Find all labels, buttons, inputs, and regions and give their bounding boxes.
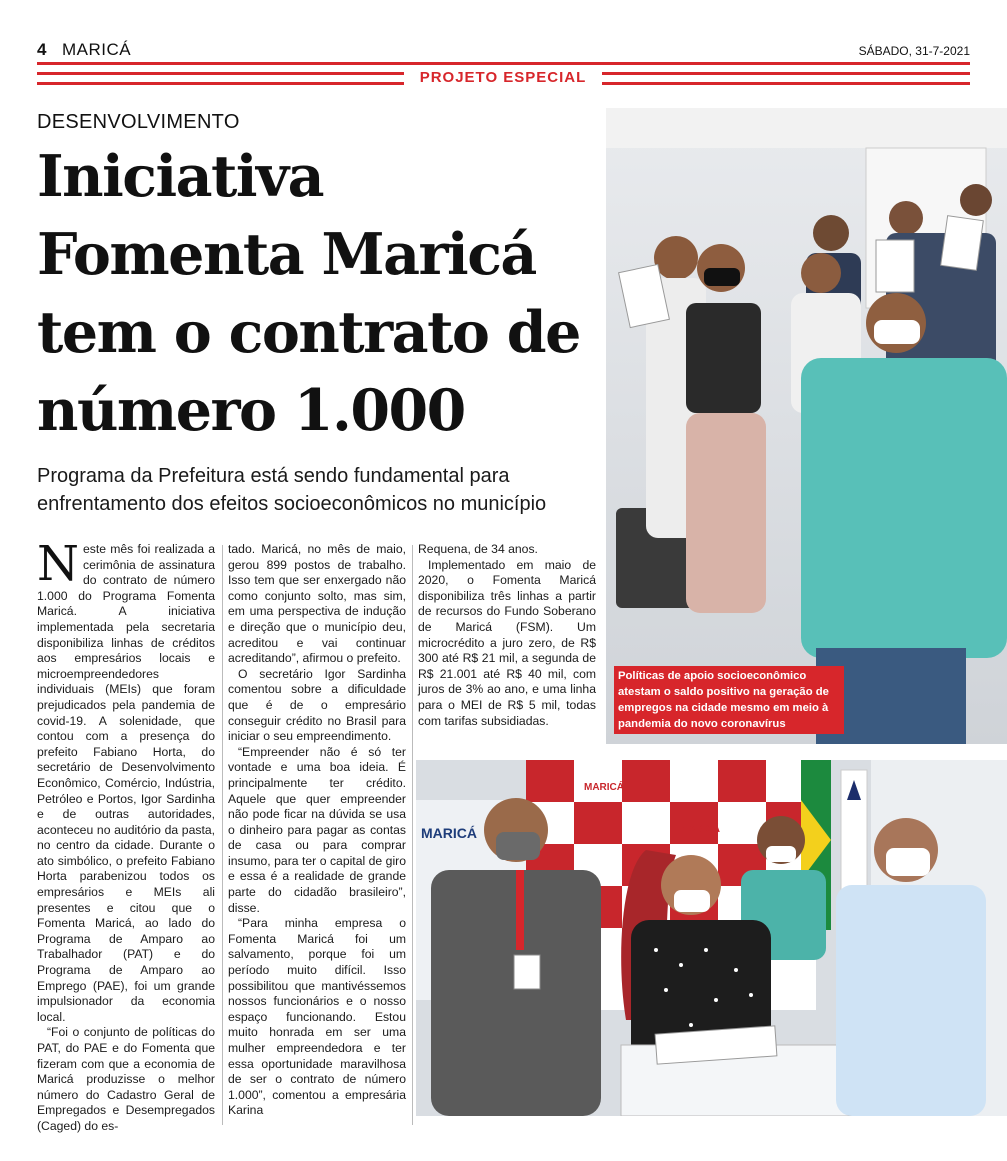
photo-group-contracts bbox=[606, 108, 1007, 744]
column-divider bbox=[222, 545, 223, 1125]
photo-contract-signing bbox=[416, 760, 1007, 1116]
issue-date: SÁBADO, 31-7-2021 bbox=[858, 44, 970, 58]
paragraph: O secretário Igor Sardinha comentou sobre a dificuldade que é de o empresário conseguir crédito no Brasil para iniciar o seu empreendimento. bbox=[228, 666, 406, 744]
paragraph: este mês foi realizada a cerimônia de assinatura do contrato de número 1.000 do Programa Fomenta Maricá. A iniciativa implementada pela secretaria disponibiliza linhas de créditos aos empresários locais e microempreendedores individuais (MEIs) que foram prejudicados pela pandemia de covid-19. A solenidade, que contou com a presença do prefeito Fabiano Horta, do secretário de Desenvolvimento Econômico, Comércio, Indústria, Petróleo e Portos, Igor Sardinha e de outras autoridades, aconteceu no auditório da pasta, no centro da cidade. Durante o ato simbólico, o prefeito Fabiano Horta parabenizou todos os empresários e MEIs ali presentes e citou que o Fomenta Maricá, ao lado do Programa de Amparo ao Trabalhador (PAT) e do Programa de Amparo ao Emprego (PAE), foi um grande impulsionador da economia local. bbox=[37, 542, 215, 1024]
body-column-2 bbox=[228, 542, 406, 1119]
paragraph: Requena, de 34 anos. bbox=[418, 542, 538, 556]
body-column-1 bbox=[37, 536, 215, 1135]
headline: Iniciativa Fomenta Maricá tem o contrato de número 1.000 bbox=[37, 143, 580, 444]
header-rule-top bbox=[37, 62, 970, 65]
paragraph: “Para minha empresa o Fomenta Maricá foi um salvamento, porque foi um período muito difícil. Isso possibilitou que mantivéssemos nossos funcionários e o nosso espaço funcionando. Estou muito honrada em ser uma mulher empreendedora e ter essa oportunidade maravilhosa de ser o contrato de número 1.000”, comentou a empresária Karina bbox=[228, 916, 406, 1118]
column-divider bbox=[412, 545, 413, 1125]
backdrop-label: MARICÁ bbox=[680, 824, 720, 835]
photo-caption: Políticas de apoio socioeconômico atestam o saldo positivo na geração de empregos na cidade mesmo em meio à pandemia do novo coronavírus bbox=[614, 666, 844, 734]
backdrop-label: MARICÁ bbox=[584, 782, 624, 793]
paragraph: tado. Maricá, no mês de maio, gerou 899 postos de trabalho. Isso tem que ser enxergado não como conjunto solto, mas sim, em uma perspectiva de indução e direção que o município deu, acreditou e vai continuar acreditando”, afirmou o prefeito. bbox=[228, 542, 406, 666]
paragraph: “Foi o conjunto de políticas do PAT, do PAE e do Fomenta que fizeram com que a economia de Maricá produzisse o melhor número do Cadastro Geral de Empregados e Desempregados (Caged) do es- bbox=[37, 1025, 215, 1133]
screen-label: MARICÁ bbox=[421, 825, 477, 841]
page-number: 4 bbox=[37, 40, 47, 59]
paragraph: “Empreender não é só ter vontade e uma boa ideia. É principalmente ter crédito. Aquele que quer empreender não pode ficar na dúvida se usa o dinheiro para pagar as contas de casa ou para comprar insumo, para ter o capital de giro e essa é a realidade de grande parte do cidadão brasileiro”, disse. bbox=[228, 744, 406, 915]
city-name: MARICÁ bbox=[62, 40, 132, 59]
drop-cap: N bbox=[37, 536, 79, 592]
section-label: PROJETO ESPECIAL bbox=[404, 68, 602, 88]
paragraph: Implementado em maio de 2020, o Fomenta Maricá disponibiliza três linhas a partir de recursos do Fundo Soberano de Maricá (FSM). Um microcrédito a juro zero, de R$ 300 até R$ 21 mil, a segunda de R$ 21.001 até R$ 40 mil, com juros de 3% ao ano, e uma linha para o MEI de R$ 5 mil, todas com tarifas subsidiadas. bbox=[418, 557, 596, 728]
kicker: DESENVOLVIMENTO bbox=[37, 111, 240, 133]
body-column-3 bbox=[418, 542, 596, 729]
deck: Programa da Prefeitura está sendo fundamental para enfrentamento dos efeitos socioeconômicos no município bbox=[37, 465, 547, 515]
